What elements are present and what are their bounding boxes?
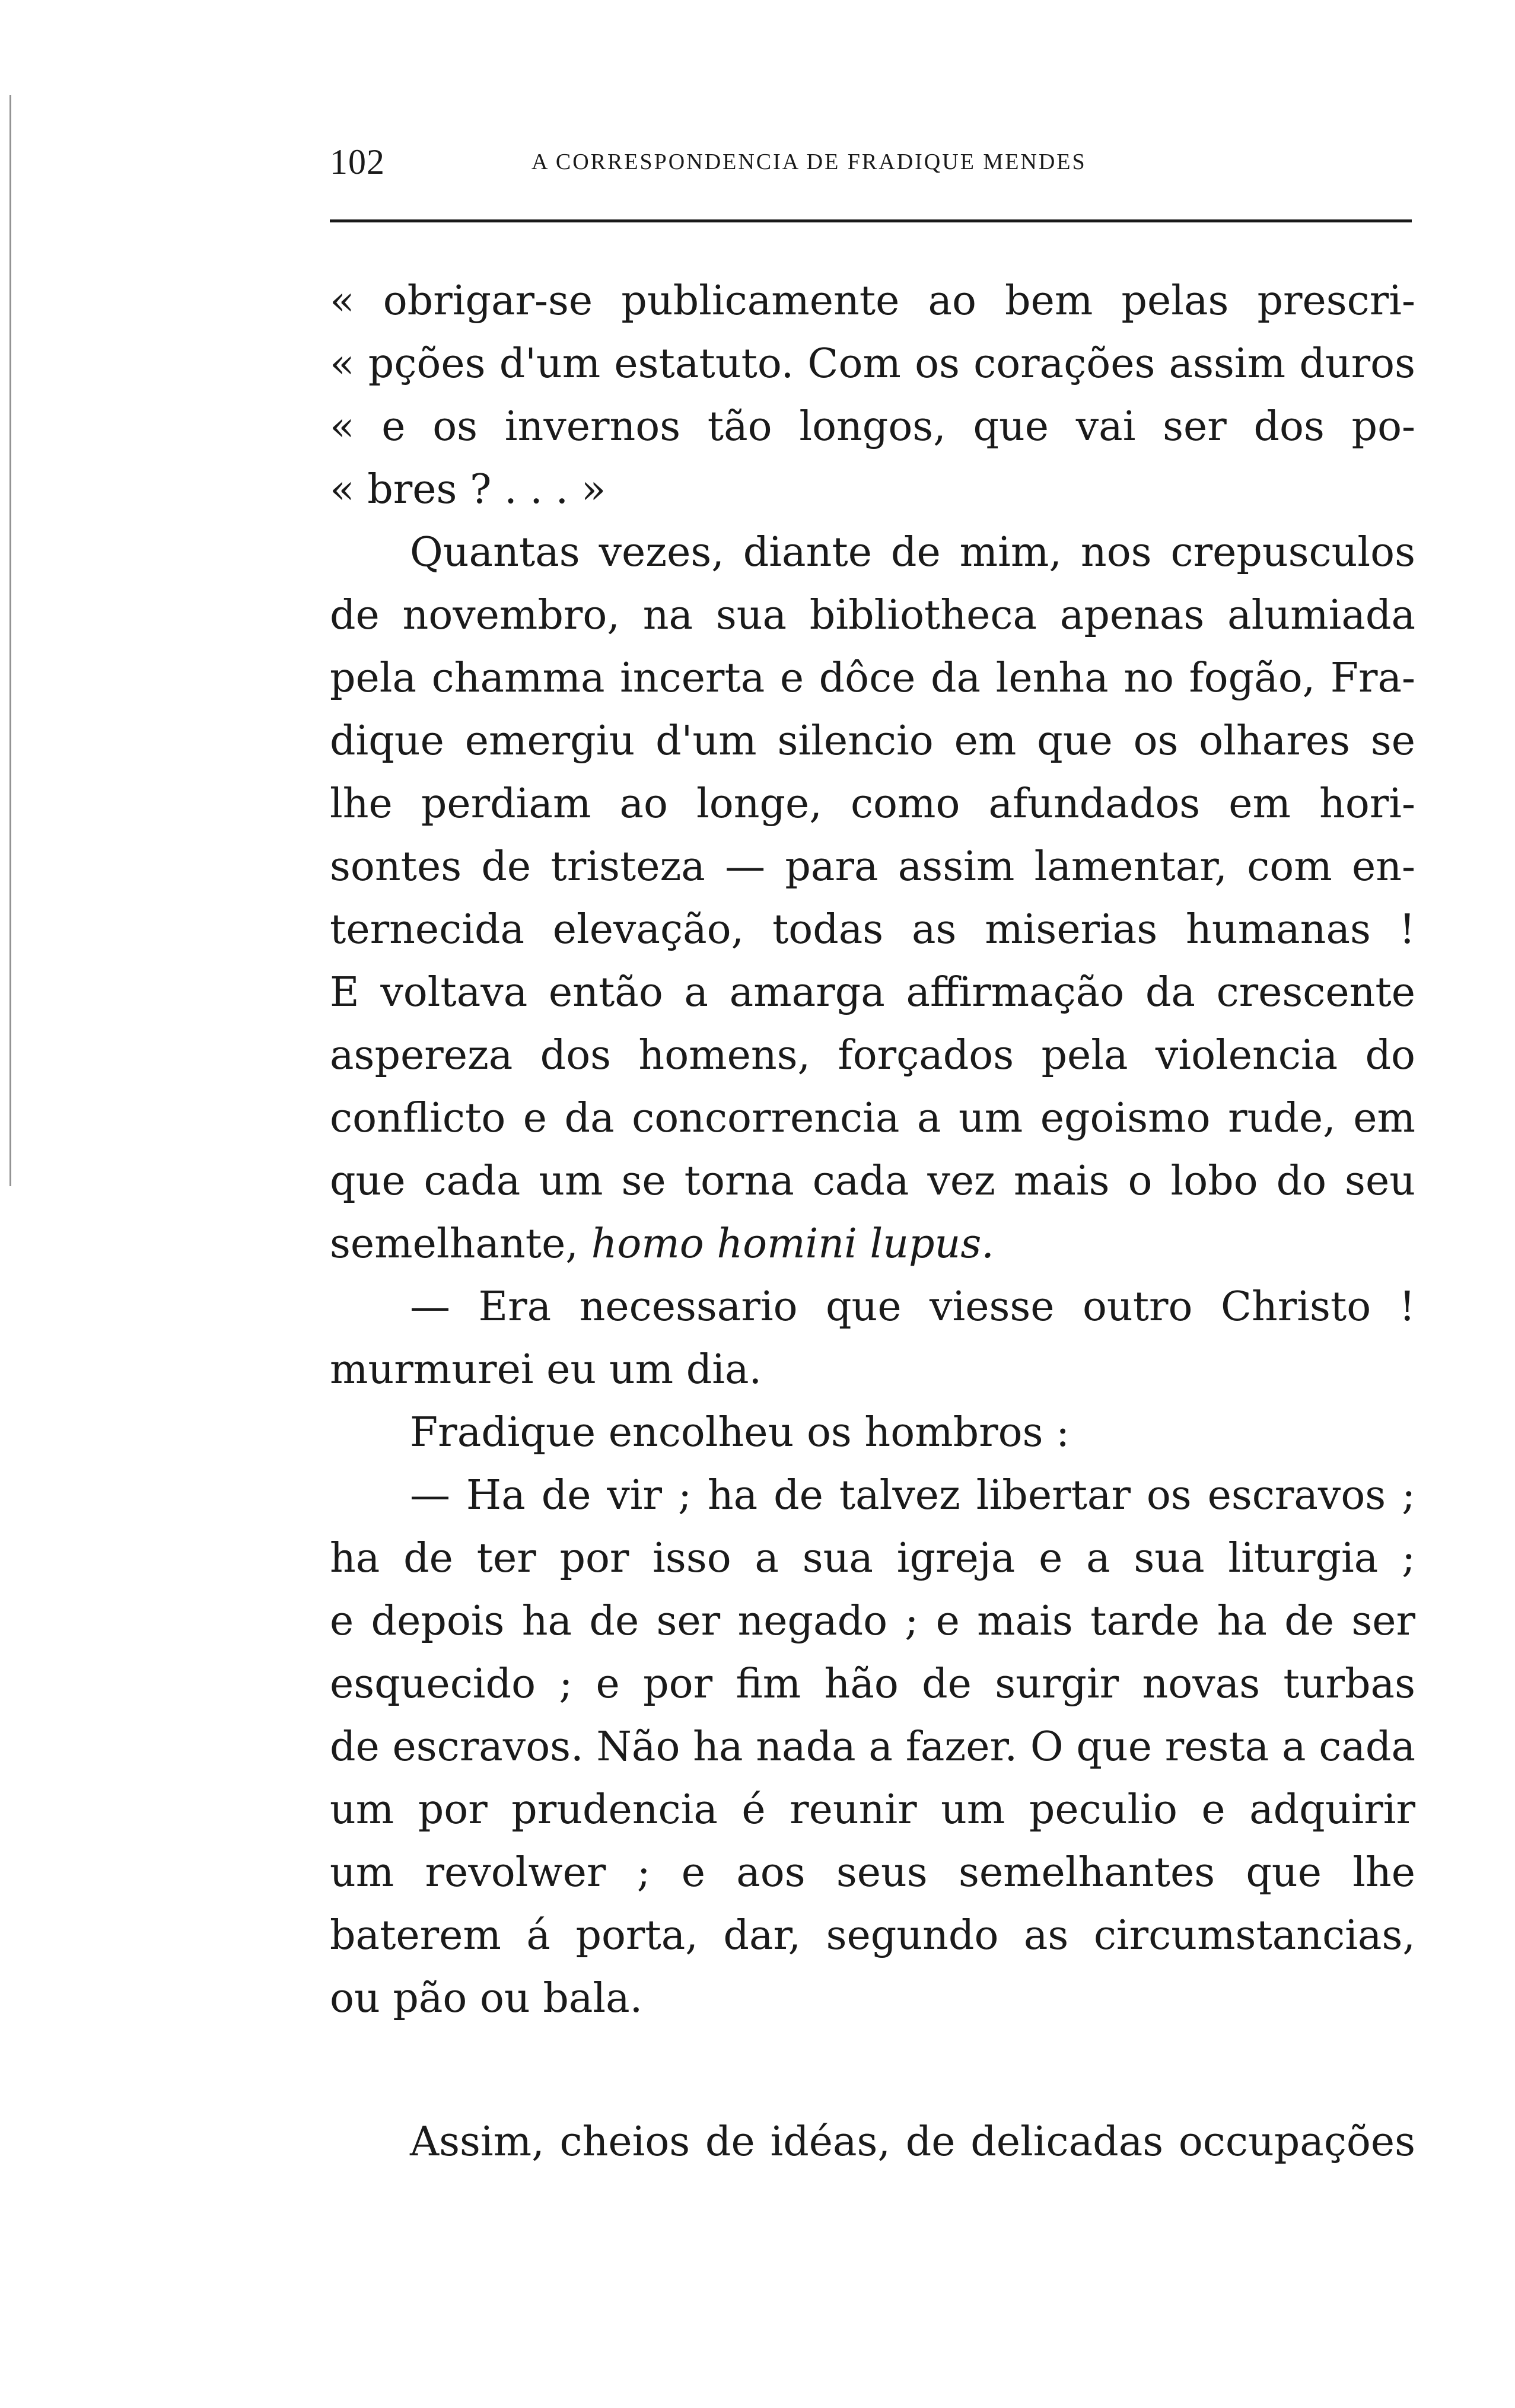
scan-edge-shadow <box>9 95 11 1186</box>
paragraph-start-line: — Ha de vir ; ha de talvez libertar os escravos ; <box>410 1472 1415 1519</box>
text-fragment: semelhante, <box>330 1221 578 1267</box>
text-line: esquecido ; e por fim hão de surgir novas turbas <box>330 1661 1415 1708</box>
paragraph-start-line: Quantas vezes, diante de mim, nos crepusculos <box>410 529 1415 576</box>
text-line: ha de ter por isso a sua igreja e a sua liturgia ; <box>330 1535 1415 1582</box>
text-line: « obrigar-se publicamente ao bem pelas prescri- <box>330 278 1415 324</box>
text-line-with-latin <box>330 1213 1415 1276</box>
text-line: E voltava então a amarga affirmação da crescente <box>330 969 1415 1016</box>
text-line: um por prudencia é reunir um peculio e adquirir <box>330 1786 1415 1833</box>
text-line: sontes de tristeza — para assim lamentar, com en- <box>330 843 1415 890</box>
paragraph-start-line: Assim, cheios de idéas, de delicadas occupações <box>410 2119 1415 2165</box>
text-line: « pções d'um estatuto. Com os corações assim duros <box>330 340 1415 387</box>
text-line: « e os invernos tão longos, que vai ser dos po- <box>330 403 1415 450</box>
paragraph-start-line: — Era necessario que viesse outro Christo ! <box>410 1283 1415 1330</box>
page-number: 102 <box>330 142 385 181</box>
text-line: ou pão ou bala. <box>330 1975 643 2022</box>
page-header <box>330 135 1412 189</box>
text-line: lhe perdiam ao longe, como afundados em hori- <box>330 781 1415 827</box>
text-line: pela chamma incerta e dôce da lenha no fogão, Fra- <box>330 655 1415 702</box>
text-line: dique emergiu d'um silencio em que os olhares se <box>330 718 1415 765</box>
header-rule <box>330 219 1412 222</box>
text-line: e depois ha de ser negado ; e mais tarde ha de ser <box>330 1598 1415 1645</box>
text-line: « bres ? . . . » <box>330 466 606 513</box>
text-line: aspereza dos homens, forçados pela violencia do <box>330 1032 1415 1079</box>
text-line: que cada um se torna cada vez mais o lobo do seu <box>330 1158 1415 1205</box>
latin-phrase: homo homini lupus. <box>591 1221 994 1267</box>
text-line: de escravos. Não ha nada a fazer. O que resta a cada <box>330 1724 1415 1770</box>
text-line: baterem á porta, dar, segundo as circumstancias, <box>330 1912 1415 1959</box>
text-line: murmurei eu um dia. <box>330 1346 762 1393</box>
running-title: A CORRESPONDENCIA DE FRADIQUE MENDES <box>531 149 1087 174</box>
text-line: um revolwer ; e aos seus semelhantes que lhe <box>330 1849 1415 1896</box>
text-line: ternecida elevação, todas as miserias humanas ! <box>330 906 1415 953</box>
text-line: de novembro, na sua bibliotheca apenas alumiada <box>330 592 1415 639</box>
paragraph-start-line: Fradique encolheu os hombros : <box>410 1409 1070 1456</box>
body-text <box>330 270 1415 2174</box>
text-line: conflicto e da concorrencia a um egoismo rude, em <box>330 1095 1415 1142</box>
